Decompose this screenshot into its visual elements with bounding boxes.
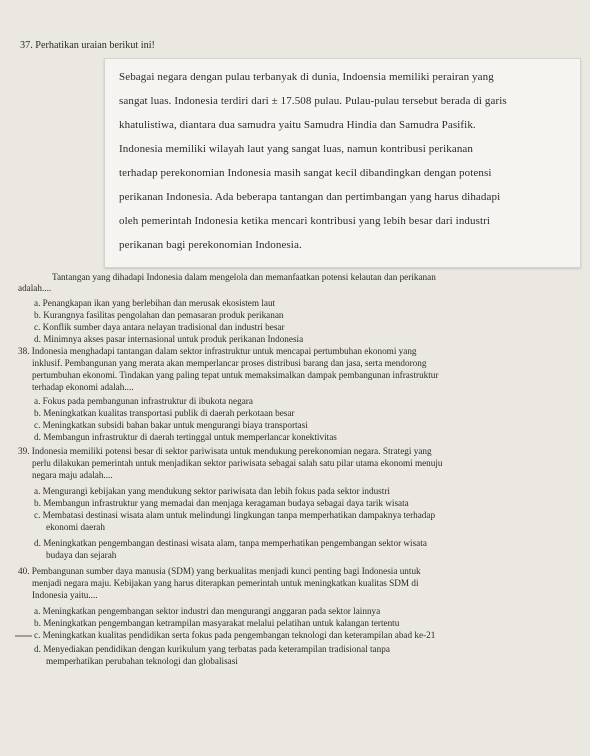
question-37-header (20, 40, 155, 52)
question-38-text: inklusif. Pembangunan yang merata akan memperlancar proses distribusi barang dan jasa, serta mendorong (32, 358, 427, 368)
question-37-option-d[interactable]: d. Minimnya akses pasar internasional untuk produk perikanan Indonesia (34, 334, 304, 344)
question-37-text: adalah.... (18, 283, 52, 293)
passage-line: perikanan bagi perekonomian Indonesia. (119, 239, 302, 251)
question-37-intro: Perhatikan uraian berikut ini! (35, 40, 155, 51)
question-38-text: 38. Indonesia menghadapi tantangan dalam sektor infrastruktur untuk mencapai pertumbuhan ekonomi yang (18, 346, 417, 356)
question-40-text: menjadi negara maju. Kebijakan yang harus diterapkan pemerintah untuk meningkatkan kualitas SDM di (32, 578, 419, 588)
question-38-option-a[interactable]: a. Fokus pada pembangunan infrastruktur di ibukota negara (34, 396, 253, 406)
question-38-text: pertumbuhan ekonomi. Tindakan yang paling tepat untuk memaksimalkan dampak pembangunan infrastruktur (32, 370, 439, 380)
question-38-option-c[interactable]: c. Meningkatkan subsidi bahan bakar untuk mengurangi biaya transportasi (34, 420, 308, 430)
question-37-option-c[interactable]: c. Konflik sumber daya antara nelayan tradisional dan industri besar (34, 322, 285, 332)
question-37-text: Tantangan yang dihadapi Indonesia dalam mengelola dan memanfaatkan potensi kelautan dan perikanan (52, 272, 436, 282)
passage-line: sangat luas. Indonesia terdiri dari ± 17.508 pulau. Pulau-pulau tersebut berada di garis (119, 95, 507, 107)
pen-mark-icon (14, 632, 34, 640)
question-39-text: perlu dilakukan pemerintah untuk menjadikan sektor pariwisata sebagai salah satu pilar utama ekonomi menuju (32, 458, 443, 468)
question-39-option-c[interactable]: c. Membatasi destinasi wisata alam untuk melindungi lingkungan tanpa memperhatikan dampaknya terhadap (34, 510, 436, 520)
question-40-option-b[interactable]: b. Meningkatkan pengembangan ketrampilan masyarakat melalui pelatihan untuk kalangan tertentu (34, 618, 400, 628)
question-39-option-a[interactable]: a. Mengurangi kebijakan yang mendukung sektor pariwisata dan lebih fokus pada sektor industri (34, 486, 390, 496)
passage-box (104, 58, 581, 268)
passage-line: perikanan Indonesia. Ada beberapa tantangan dan pertimbangan yang harus dihadapi (119, 191, 501, 203)
passage-line: oleh pemerintah Indonesia ketika mencari kontribusi yang lebih besar dari industri (119, 215, 491, 227)
question-38-text: terhadap ekonomi adalah.... (32, 382, 134, 392)
passage-line: khatulistiwa, diantara dua samudra yaitu Samudra Hindia dan Samudra Pasifik. (119, 119, 476, 131)
question-40-option-d-cont: memperhatikan perubahan teknologi dan globalisasi (46, 656, 238, 666)
passage-line: Indonesia memiliki wilayah laut yang sangat luas, namun kontribusi perikanan (119, 143, 474, 155)
question-37-option-a[interactable]: a. Penangkapan ikan yang berlebihan dan merusak ekosistem laut (34, 298, 276, 308)
passage-line: terhadap perekonomian Indonesia masih sangat kecil dibandingkan dengan potensi (119, 167, 492, 179)
question-40-option-d[interactable]: d. Menyediakan pendidikan dengan kurikulum yang terbatas pada keterampilan tradisional tanpa (34, 644, 390, 654)
question-39-option-c-cont: ekonomi daerah (46, 522, 105, 532)
question-39-text: negara maju adalah.... (32, 470, 113, 480)
question-39-option-b[interactable]: b. Membangun infrastruktur yang memadai dan menjaga keragaman budaya sebagai daya tarik wisata (34, 498, 409, 508)
question-39-text: 39. Indonesia memiliki potensi besar di sektor pariwisata untuk mendukung perekonomian negara. Strategi yang (18, 446, 432, 456)
question-39-option-d-cont: budaya dan sejarah (46, 550, 117, 560)
question-38-option-b[interactable]: b. Meningkatkan kualitas transportasi publik di daerah perkotaan besar (34, 408, 295, 418)
passage-line: Sebagai negara dengan pulau terbanyak di dunia, Indoensia memiliki perairan yang (119, 71, 494, 83)
question-40-text: Indonesia yaitu.... (32, 590, 98, 600)
question-39-option-d[interactable]: d. Meningkatkan pengembangan destinasi wisata alam, tanpa memperhatikan pengembangan sektor wisata (34, 538, 427, 548)
question-37-option-b[interactable]: b. Kurangnya fasilitas pengolahan dan pemasaran produk perikanan (34, 310, 284, 320)
question-40-option-a[interactable]: a. Meningkatkan pengembangan sektor industri dan mengurangi anggaran pada sektor lainnya (34, 606, 381, 616)
question-40-option-c[interactable]: c. Meningkatkan kualitas pendidikan serta fokus pada pengembangan teknologi dan keterampilan abad ke-21 (34, 630, 436, 640)
question-38-option-d[interactable]: d. Membangun infrastruktur di daerah tertinggal untuk memperlancar konektivitas (34, 432, 337, 442)
question-37-number: 37. (20, 40, 33, 51)
question-40-text: 40. Pembangunan sumber daya manusia (SDM) yang berkualitas menjadi kunci penting bagi Indonesia untuk (18, 566, 421, 576)
